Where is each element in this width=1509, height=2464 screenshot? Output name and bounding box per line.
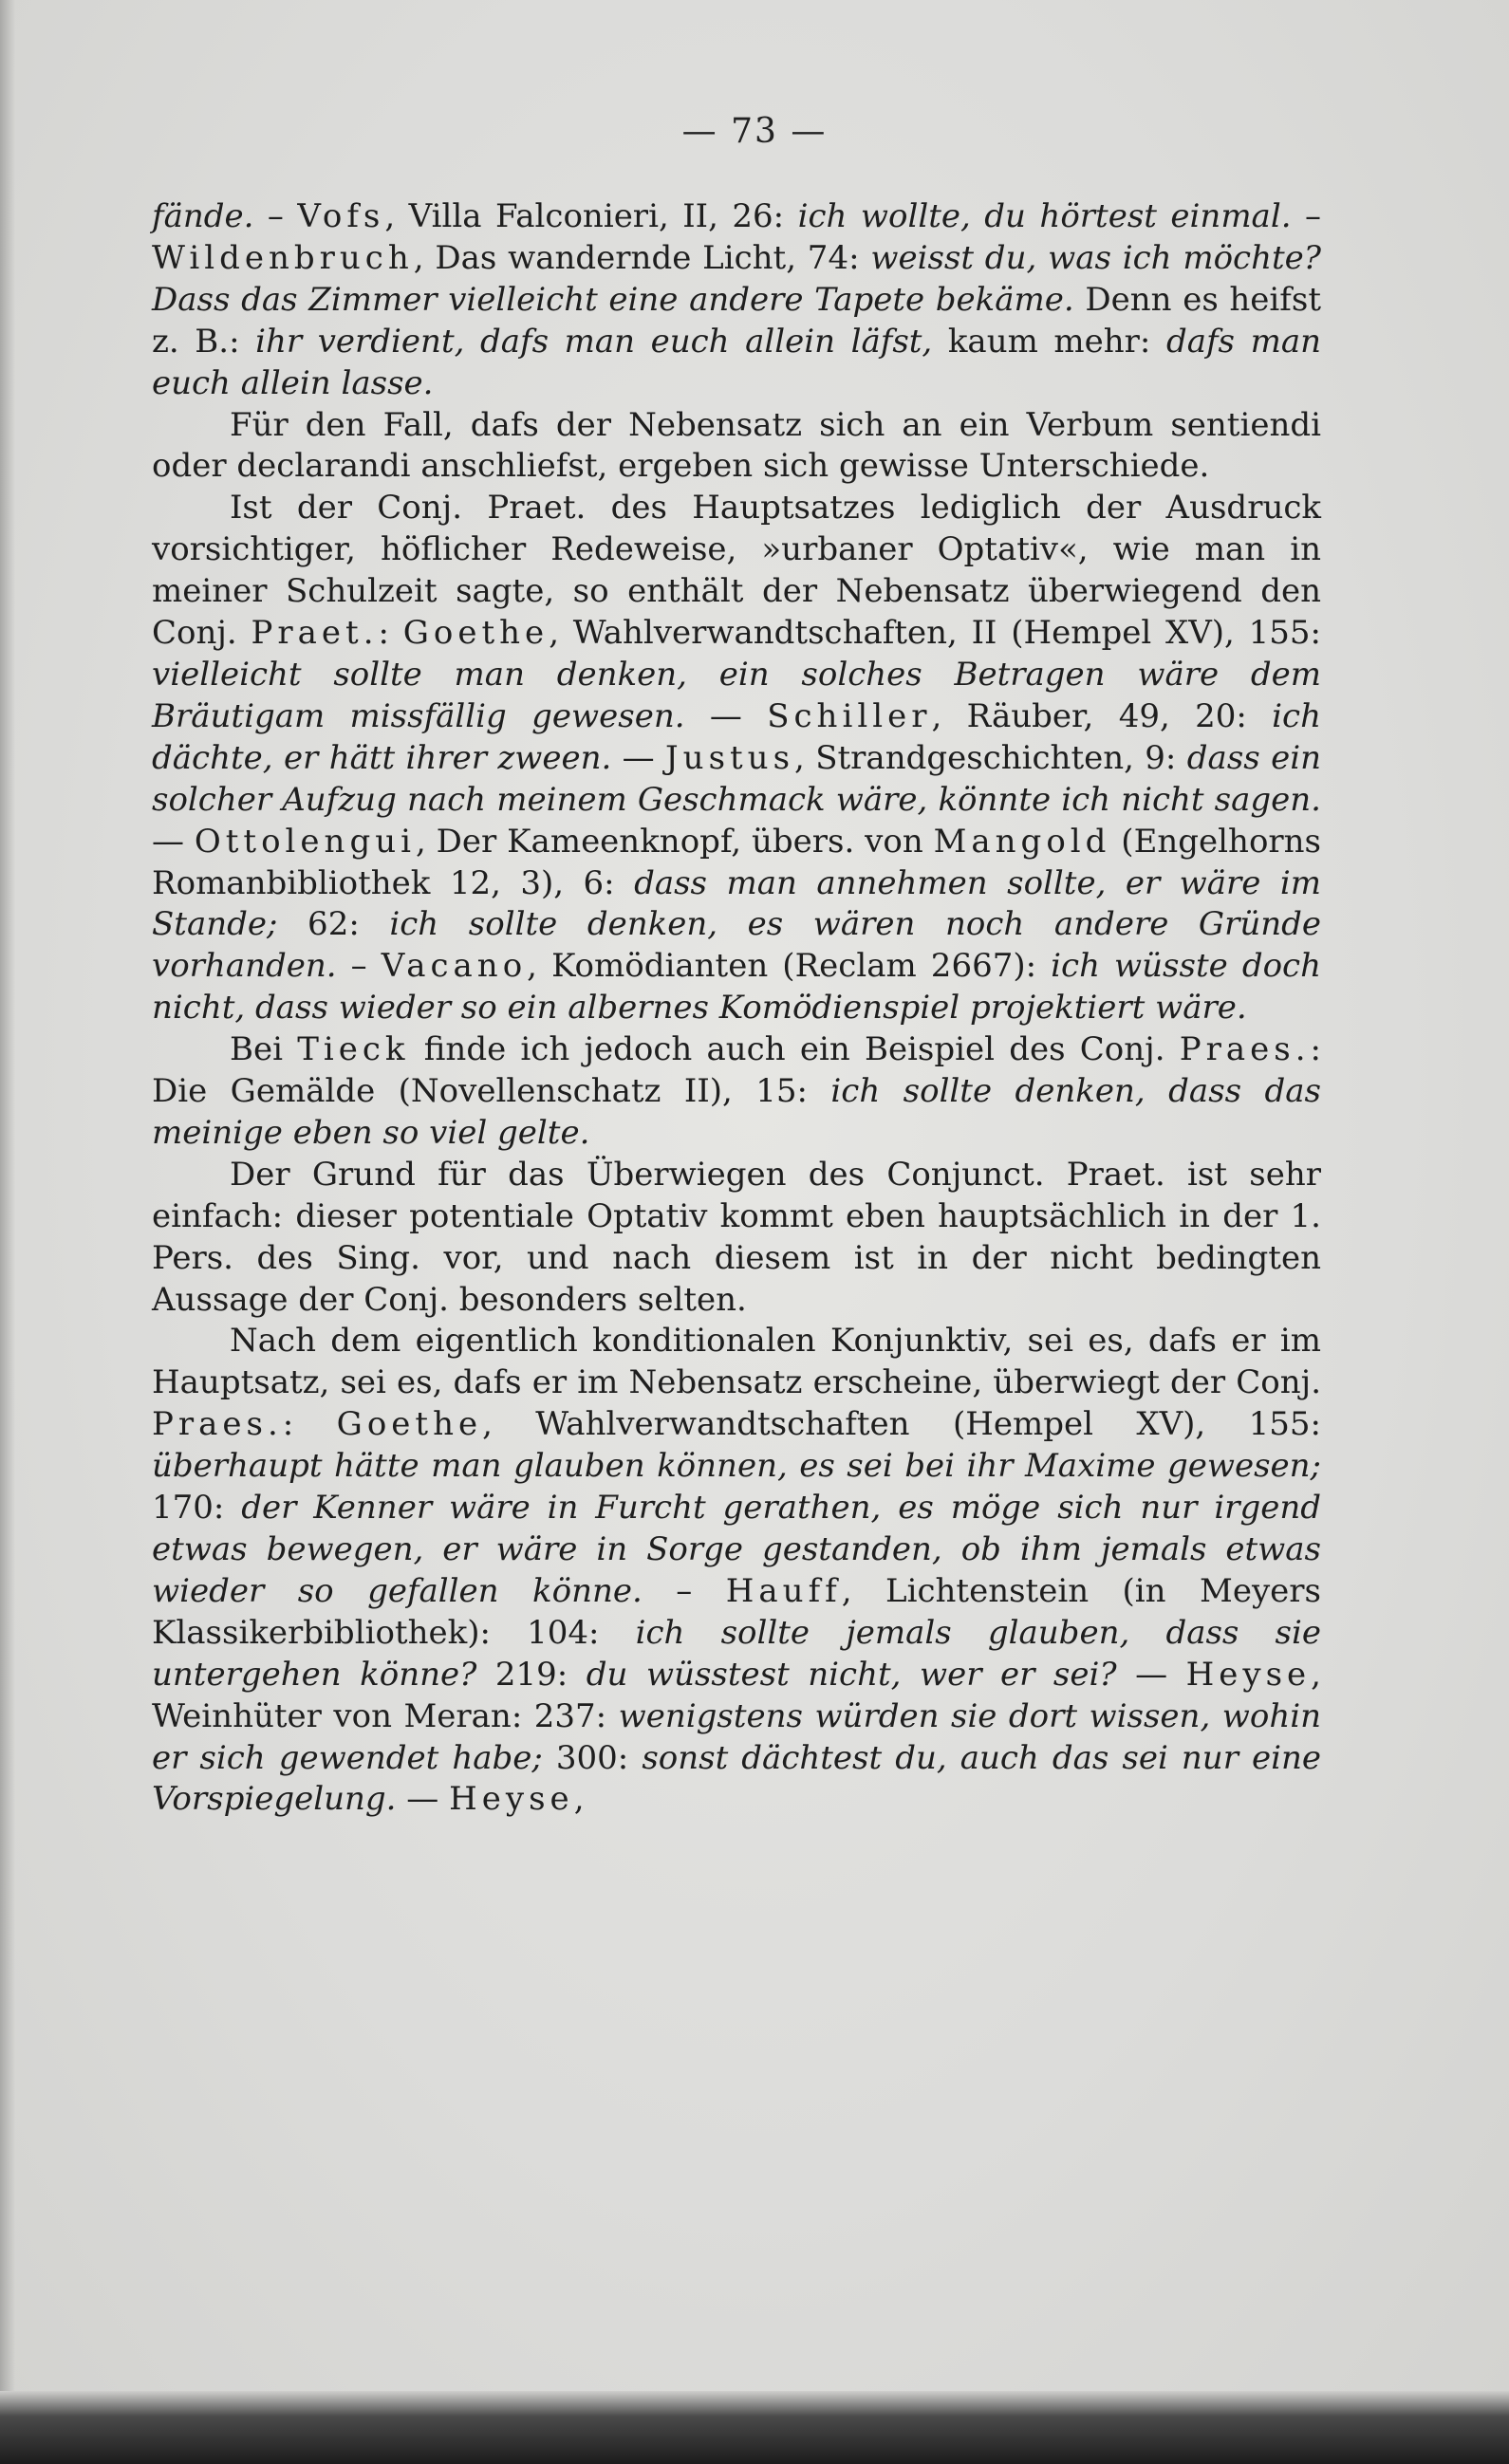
italic-quote: wenigstens würden sie dort wissen, wohin er sich gewendet habe; bbox=[152, 1696, 1321, 1777]
body-text bbox=[152, 196, 1321, 1821]
text-run: Nach dem eigentlich konditionalen Konjunktiv, sei es, dafs er im Hauptsatz, sei es, dafs er im Nebensatz erscheine, überwiegt der Conj. bbox=[152, 1322, 1321, 1402]
author-name: Goethe bbox=[336, 1405, 483, 1444]
text-run: , Weinhüter von Meran: 237: bbox=[152, 1655, 1321, 1735]
text-run: , Das wandernde Licht, 74: bbox=[413, 238, 871, 277]
author-name: Schiller bbox=[767, 696, 932, 735]
italic-quote: ich dächte, er hätt ihrer zween. bbox=[152, 696, 1321, 777]
text-run: finde ich jedoch auch ein Beispiel des Conj. bbox=[409, 1030, 1180, 1069]
italic-quote: überhaupt hätte man glauben können, es sei bei ihr Maxime gewesen; bbox=[152, 1447, 1321, 1486]
author-name: Heyse bbox=[449, 1780, 574, 1819]
text-run: — bbox=[152, 822, 195, 861]
text-run: Der Grund für das Überwiegen des Conjunct. Praet. ist sehr einfach: dieser potentiale Optativ kommt eben hauptsächlich in der 1. Pers. des Sing. vor, und nach diesem ist in der nicht bedingten Aussage der Conj. besonders selten. bbox=[152, 1155, 1321, 1319]
author-name: Praet. bbox=[251, 614, 379, 653]
paragraph bbox=[152, 1029, 1321, 1155]
text-run: – bbox=[253, 197, 298, 235]
author-name: Goethe bbox=[402, 614, 550, 653]
text-run: — bbox=[684, 696, 768, 735]
italic-quote: dass ein solcher Aufzug nach meinem Geschmack wäre, könnte ich nicht sagen. bbox=[152, 738, 1321, 819]
italic-quote: ich wüsste doch nicht, dass wieder so ein albernes Komödienspiel projektiert wäre. bbox=[152, 947, 1321, 1028]
text-run: , Räuber, 49, 20: bbox=[931, 696, 1273, 735]
text-run: 170: bbox=[152, 1489, 242, 1528]
italic-quote: ich wollte, du hörtest einmal. bbox=[797, 197, 1292, 235]
author-name: Tieck bbox=[297, 1030, 410, 1069]
text-run: Bei bbox=[230, 1030, 298, 1069]
italic-quote: ich sollte jemals glauben, dass sie untergehen könne? bbox=[152, 1613, 1321, 1694]
text-run: , Lichtenstein (in Meyers Klassikerbibliothek): 104: bbox=[152, 1571, 1321, 1652]
author-name: Praes. bbox=[152, 1405, 283, 1444]
text-run: , Komödianten (Reclam 2667): bbox=[527, 947, 1052, 986]
author-name: Mangold bbox=[933, 822, 1111, 861]
paragraph bbox=[152, 405, 1321, 489]
text-run: : bbox=[282, 1405, 337, 1444]
text-run: , Strandgeschichten, 9: bbox=[794, 738, 1187, 777]
paragraph bbox=[152, 196, 1321, 405]
text-run: kaum mehr: bbox=[932, 322, 1166, 361]
text-run: : bbox=[378, 614, 403, 653]
author-name: Praes. bbox=[1179, 1030, 1311, 1069]
text-run: , Der Kameenknopf, übers. von bbox=[415, 822, 934, 861]
italic-quote: ich sollte denken, es wären noch andere Gründe vorhanden. bbox=[152, 905, 1322, 986]
text-run: (Engelhorns Romanbibliothek 12, 3), 6: bbox=[152, 822, 1322, 902]
text-run: – bbox=[642, 1571, 726, 1610]
text-run: – bbox=[336, 947, 382, 986]
paragraph bbox=[152, 1155, 1321, 1322]
paragraph bbox=[152, 488, 1321, 1029]
scan-bottom-edge bbox=[0, 2391, 1509, 2464]
text-run: — bbox=[1116, 1655, 1186, 1694]
italic-quote: vielleicht sollte man denken, ein solches Betragen wäre dem Bräutigam missfällig gewesen. bbox=[152, 655, 1321, 735]
italic-quote: der Kenner wäre in Furcht gerathen, es möge sich nur irgend etwas bewegen, er wäre in Sorge gestanden, ob ihm jemals etwas wieder so gefallen könne. bbox=[152, 1489, 1321, 1610]
text-run: 62: bbox=[277, 905, 390, 944]
text-run: , Wahlverwandtschaften, II (Hempel XV), 155: bbox=[549, 614, 1321, 653]
author-name: Ottolengui bbox=[194, 822, 416, 861]
text-run: , Villa Falconieri, II, 26: bbox=[384, 197, 798, 235]
italic-quote: du wüsstest nicht, wer er sei? bbox=[586, 1655, 1117, 1694]
author-name: Justus bbox=[665, 738, 795, 777]
italic-quote: weisst du, was ich möchte? Dass das Zimmer vielleicht eine andere Tapete bekäme. bbox=[152, 238, 1321, 319]
text-run: — bbox=[396, 1780, 450, 1819]
italic-quote: ich sollte denken, dass das meinige eben so viel gelte. bbox=[152, 1072, 1321, 1152]
paragraph bbox=[152, 1321, 1321, 1821]
binding-shadow bbox=[0, 0, 15, 2464]
author-name: Hauff bbox=[725, 1571, 842, 1610]
text-run: , bbox=[573, 1780, 585, 1819]
author-name: Vofs bbox=[297, 197, 385, 235]
text-run: Denn es heifst z. B.: bbox=[152, 280, 1322, 361]
text-run: 300: bbox=[542, 1738, 643, 1777]
italic-quote: sonst dächtest du, auch das sei nur eine Vorspiegelung. bbox=[152, 1738, 1322, 1819]
italic-quote: ihr verdient, dafs man euch allein läfst, bbox=[255, 322, 933, 361]
text-run: , Wahlverwandtschaften (Hempel XV), 155: bbox=[482, 1405, 1321, 1444]
text-run: – bbox=[1291, 197, 1321, 235]
text-run: 219: bbox=[476, 1655, 587, 1694]
page-number: — 73 — bbox=[681, 112, 828, 151]
text-run: — bbox=[611, 738, 666, 777]
text-run: : Die Gemälde (Novellenschatz II), 15: bbox=[152, 1030, 1321, 1111]
italic-quote: dafs man euch allein lasse. bbox=[152, 322, 1321, 402]
text-run: Für den Fall, dafs der Nebensatz sich an ein Verbum sentiendi oder declarandi anschliefst, ergeben sich gewisse Unterschiede. bbox=[152, 405, 1321, 486]
italic-quote: dass man annehmen sollte, er wäre im Stande; bbox=[152, 863, 1321, 944]
author-name: Vacano bbox=[381, 947, 528, 986]
italic-quote: fände. bbox=[152, 197, 254, 235]
author-name: Wildenbruch bbox=[152, 238, 414, 277]
author-name: Heyse bbox=[1185, 1655, 1312, 1694]
text-run: Ist der Conj. Praet. des Hauptsatzes lediglich der Ausdruck vorsichtiger, höflicher Redeweise, »urbaner Optativ«, wie man in meiner Schulzeit sagte, so enthält der Nebensatz überwiegend den Conj. bbox=[152, 489, 1321, 653]
